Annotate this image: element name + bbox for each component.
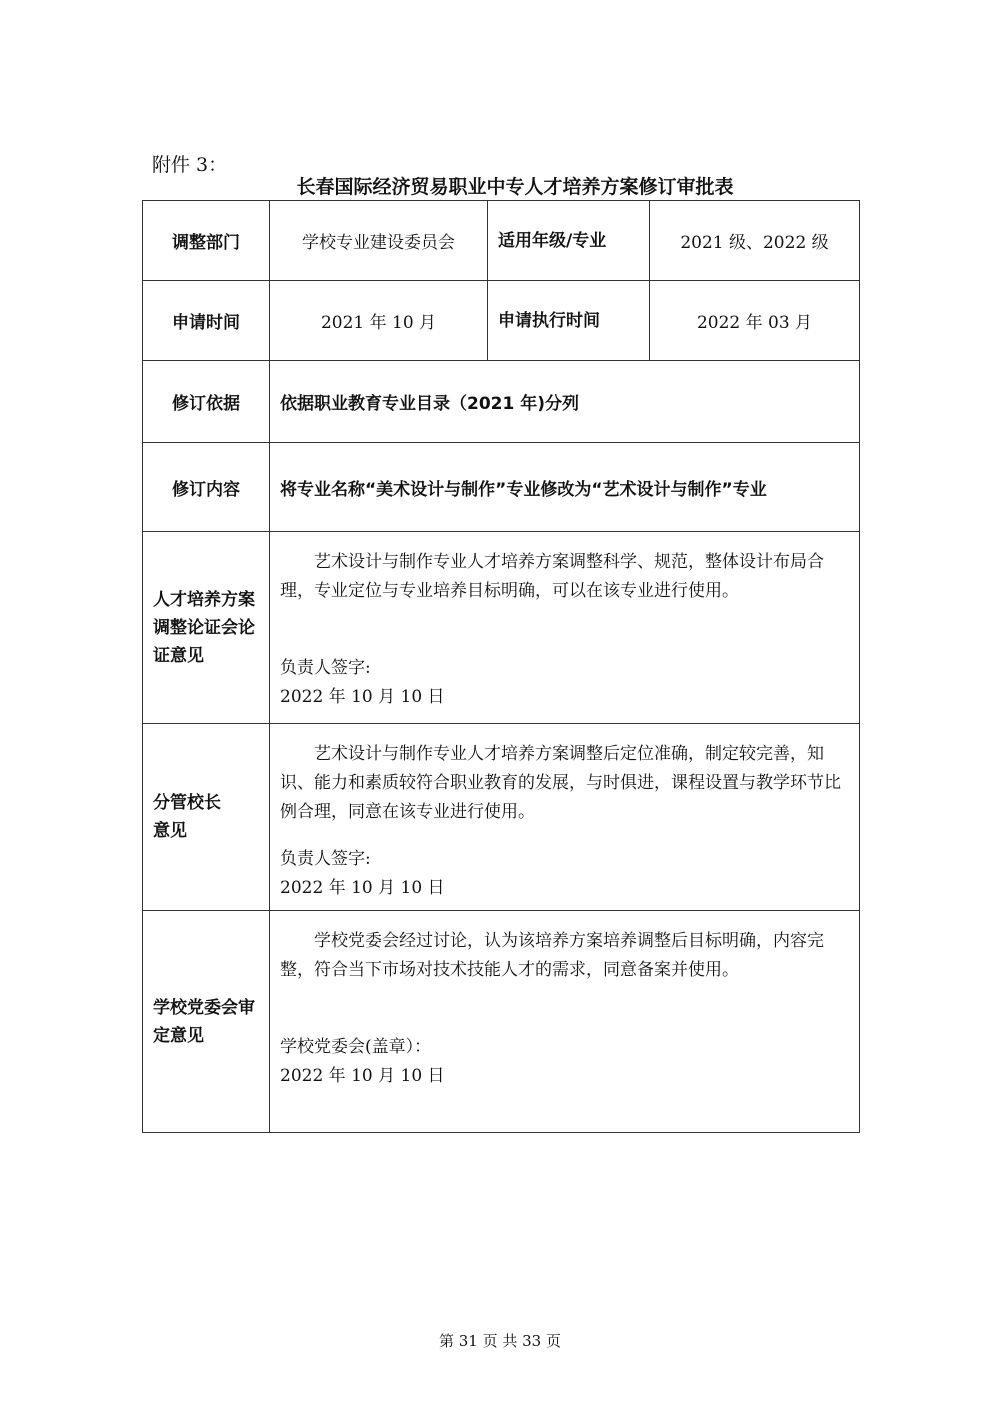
- row-time: [143, 281, 860, 361]
- label-committee-line1: 人才培养方案: [153, 589, 255, 610]
- row-party-opinion: [143, 911, 860, 1133]
- label-party-line1: 学校党委会审: [153, 997, 255, 1018]
- party-opinion-text: 学校党委会经过讨论，认为该培养方案培养调整后目标明确，内容完整，符合当下市场对技术技能人才的需求，同意备案并使用。: [280, 931, 824, 980]
- label-committee-line3: 证意见: [153, 645, 204, 666]
- label-apply-time: 申请时间: [143, 281, 270, 361]
- row-content: [143, 443, 860, 532]
- committee-opinion-cell: [270, 532, 860, 724]
- label-basis: 修订依据: [143, 361, 270, 443]
- label-principal-line1: 分管校长: [153, 793, 221, 813]
- row-department: [143, 201, 860, 281]
- principal-sign-label: 负责人签字:: [280, 849, 371, 869]
- label-party-line2: 定意见: [153, 1025, 204, 1046]
- label-exec-time: 申请执行时间: [488, 281, 650, 361]
- label-grade-major: 适用年级/专业: [488, 201, 650, 281]
- label-principal-opinion: [143, 724, 270, 911]
- value-basis: 依据职业教育专业目录（2021 年)分列: [270, 361, 860, 443]
- committee-sign-date: 2022 年 10 月 10 日: [280, 687, 445, 707]
- value-department: 学校专业建设委员会: [270, 201, 488, 281]
- committee-sign-label: 负责人签字:: [280, 658, 371, 678]
- value-grade-major: 2021 级、2022 级: [650, 201, 860, 281]
- party-sign-date: 2022 年 10 月 10 日: [280, 1066, 445, 1086]
- label-committee-opinion: [143, 532, 270, 724]
- row-principal-opinion: [143, 724, 860, 911]
- party-opinion-cell: [270, 911, 860, 1133]
- document-title: 长春国际经济贸易职业中专人才培养方案修订审批表: [296, 176, 734, 198]
- principal-opinion-cell: [270, 724, 860, 911]
- party-sign-label: 学校党委会(盖章）：: [280, 1037, 432, 1057]
- label-department: 调整部门: [143, 201, 270, 281]
- label-committee-line2: 调整论证会论: [153, 617, 255, 638]
- value-exec-time: 2022 年 03 月: [650, 281, 860, 361]
- principal-opinion-text: 艺术设计与制作专业人才培养方案调整后定位准确，制定较完善，知识、能力和素质较符合职业教育的发展，与时俱进，课程设置与教学环节比例合理，同意在该专业进行使用。: [280, 744, 841, 822]
- page-footer: 第 31 页 共 33 页: [438, 1332, 561, 1350]
- approval-form-table: [142, 200, 860, 1133]
- attachment-label: 附件 3：: [152, 154, 228, 176]
- principal-sign-date: 2022 年 10 月 10 日: [280, 878, 445, 898]
- value-apply-time: 2021 年 10 月: [270, 281, 488, 361]
- row-basis: [143, 361, 860, 443]
- value-content: 将专业名称“美术设计与制作”专业修改为“艺术设计与制作”专业: [270, 443, 860, 532]
- committee-opinion-text: 艺术设计与制作专业人才培养方案调整科学、规范，整体设计布局合理，专业定位与专业培养目标明确，可以在该专业进行使用。: [280, 552, 824, 601]
- label-principal-line2: 意见: [153, 821, 187, 841]
- row-committee-opinion: [143, 532, 860, 724]
- label-party-opinion: [143, 911, 270, 1133]
- label-content: 修订内容: [143, 443, 270, 532]
